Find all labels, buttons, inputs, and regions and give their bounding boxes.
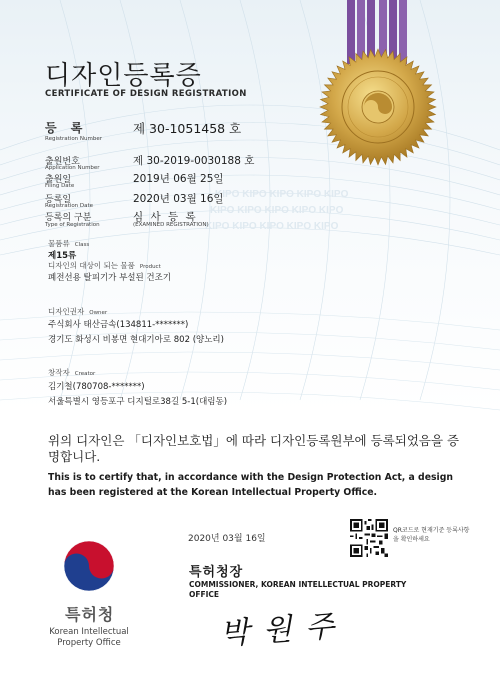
creator-name: 김기철(780708-*******) <box>48 382 145 392</box>
office-name-english: Korean Intellectual Property Office <box>49 627 129 648</box>
creator-address: 서울특별시 영등포구 디지털로38길 5-1(대림동) <box>48 397 228 407</box>
registration-type: 심 사 등 록 <box>133 211 198 223</box>
class-value: 제15류 <box>48 251 77 261</box>
product-label: 디자인의 대상이 되는 물품 Product <box>48 261 161 270</box>
registration-date: 2020년 03월 16일 <box>133 193 224 205</box>
qr-note: QR코드로 현재기준 등록사항을 확인하세요 <box>393 527 470 543</box>
gold-seal-icon <box>318 47 438 167</box>
filing-date: 2019년 06월 25일 <box>133 173 224 185</box>
commissioner-title: 특허청장 <box>189 565 244 580</box>
registration-type-english: (EXAMINED REGISTRATION) <box>133 222 209 228</box>
application-label: 출원번호 <box>45 157 80 167</box>
registration-date-label-english: Registration Date <box>45 203 94 209</box>
registration-type-label-english: Type of Registration <box>45 222 100 228</box>
filing-date-label-english: Filing Date <box>45 183 75 189</box>
owner-address: 경기도 화성시 비봉면 현대기아로 802 (양노리) <box>48 335 224 345</box>
svg-text:KIPO KIPO KIPO KIPO KIPO: KIPO KIPO KIPO KIPO KIPO <box>210 205 344 216</box>
owner-name: 주식회사 태산금속(134811-*******) <box>48 320 189 330</box>
commissioner-title-english: COMMISSIONER, KOREAN INTELLECTUAL PROPERTY OFFICE <box>189 580 407 599</box>
owner-label: 디자인권자 Owner <box>48 307 108 316</box>
kipo-emblem-icon <box>63 540 115 592</box>
certificate-title: 디자인등록증 <box>45 61 202 91</box>
commissioner-signature: 박 원 주 <box>219 608 338 652</box>
product-value: 폐전선용 탈피기가 부설된 건조기 <box>48 273 172 283</box>
svg-text:KIPO KIPO KIPO KIPO KIPO: KIPO KIPO KIPO KIPO KIPO <box>215 189 349 200</box>
registration-type-label: 등록의 구분 <box>45 213 92 223</box>
certification-statement-english: This is to certify that, in accordance with the Design Protection Act, a design has been registered at the Korean Intellectual Property Office. <box>48 472 454 498</box>
issue-date: 2020년 03월 16일 <box>188 534 266 544</box>
application-number: 제 30-2019-0030188 호 <box>133 155 255 167</box>
registration-date-label: 등록일 <box>45 195 72 205</box>
filing-date-label: 출원일 <box>45 175 72 185</box>
class-label: 물품류 Class <box>48 239 90 248</box>
svg-text:KIPO KIPO KIPO KIPO KIPO: KIPO KIPO KIPO KIPO KIPO <box>205 221 339 232</box>
registration-label: 등 록 <box>45 121 88 135</box>
qr-code-icon <box>350 519 388 557</box>
office-name-korean: 특허청 <box>65 605 115 624</box>
registration-number: 제 30-1051458 호 <box>133 121 242 136</box>
application-label-english: Application Number <box>45 165 100 171</box>
certificate-title-english: CERTIFICATE OF DESIGN REGISTRATION <box>45 89 247 99</box>
certification-statement-korean: 위의 디자인은 「디자인보호법」에 따라 디자인등록원부에 등록되었음을 증명합니다. <box>48 433 460 464</box>
registration-label-english: Registration Number <box>45 136 103 142</box>
creator-label: 창작자 Creator <box>48 368 96 377</box>
